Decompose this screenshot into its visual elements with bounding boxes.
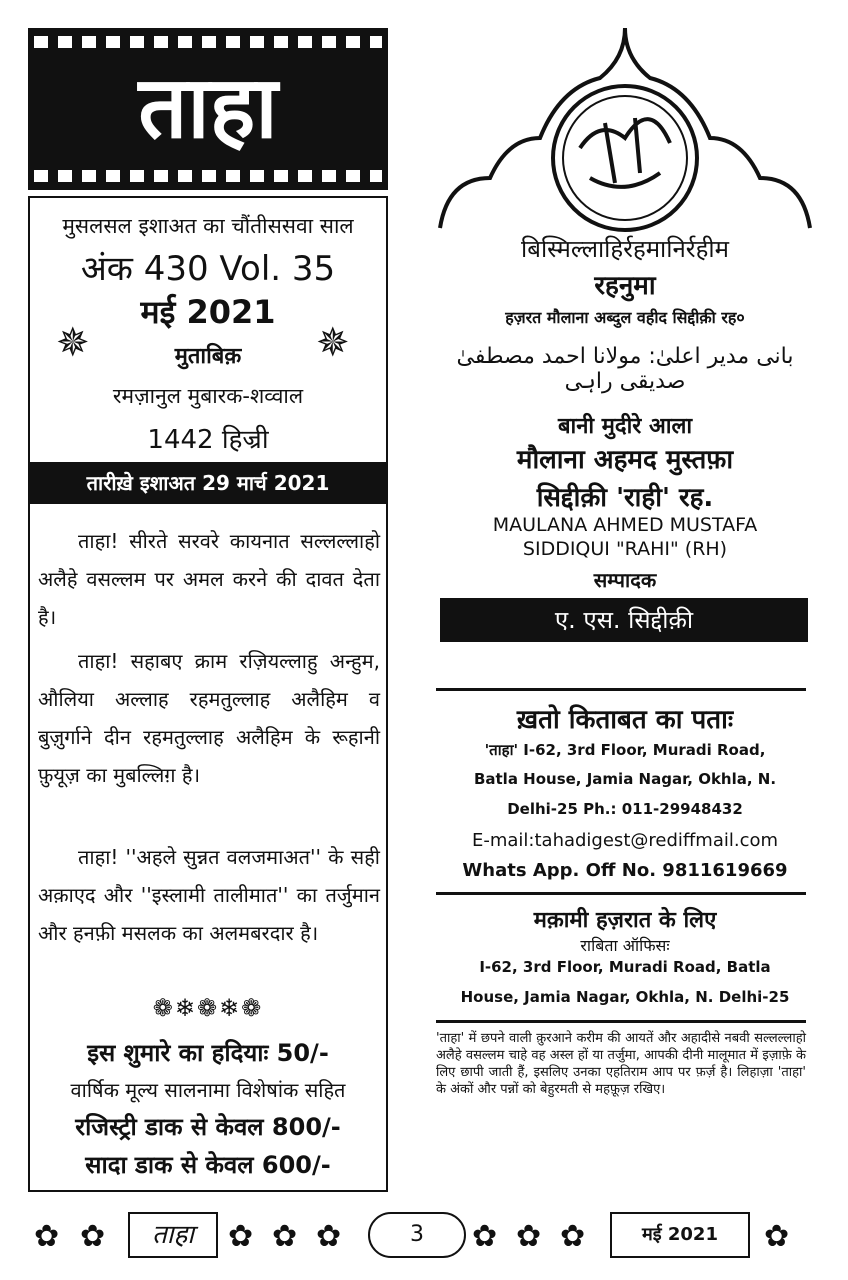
dome-frame (430, 28, 820, 240)
corresponding-label: मुताबिक़ (174, 344, 242, 369)
film-perforations-bottom (34, 170, 382, 182)
flower-icon: ✿ (560, 1219, 586, 1254)
contact-heading: ख़तो किताबत का पताः (516, 705, 734, 735)
registered-post-price: रजिस्ट्री डाक से केवल 800/- (75, 1113, 341, 1141)
local-address-1: I-62, 3rd Floor, Muradi Road, Batla (479, 958, 771, 976)
issue-month: मई 2021 (140, 293, 276, 331)
ordinary-post-price: सादा डाक से केवल 600/- (85, 1151, 331, 1179)
flower-icon: ✿ (316, 1219, 342, 1254)
flower-icon: ✿ (228, 1219, 254, 1254)
flower-icon: ✿ (516, 1219, 542, 1254)
founder-label: बानी मुदीरे आला (557, 414, 693, 439)
about-paragraph-1: ताहा! सीरते सरवरे कायनात सल्लल्लाहो अलैहे वसल्लम पर अमल करने की दावत देता है। (38, 529, 380, 629)
star-ornament-icon: ✵ (316, 320, 350, 366)
contact-whatsapp: Whats App. Off No. 9811619669 (462, 860, 788, 881)
calligraphy-seal-icon (553, 86, 697, 230)
respect-notice: 'ताहा' में छपने वाली क़ुरआने करीम की आयतें और अहादीसे नबवी सल्लल्लाहो अलैहे वसल्लम चाहे वह अस्ल हों या तर्जुमा, आपकी दीनी मालूमात में इज़ाफ़े के लिए छापी जाती हैं, इसलिए उनका एहतिराम आप पर फ़र्ज़ है। लिहाज़ा 'ताहा' के अंकों और पन्नों को बेहुरमती से महफ़ूज़ रखिए। (436, 1031, 806, 1097)
flower-icon: ✿ (472, 1219, 498, 1254)
bismillah: बिस्मिल्लाहिर्रहमानिर्रहीम (521, 235, 729, 263)
guide-name: हज़रत मौलाना अब्दुल वहीद सिद्दीक़ी रह० (505, 308, 745, 327)
flower-icon: ✿ (34, 1219, 60, 1254)
issue-number: अंक 430 Vol. 35 (80, 249, 336, 289)
dome-outline (440, 28, 810, 228)
divider (436, 892, 806, 895)
magazine-title: ताहा (138, 58, 278, 158)
editor-label: सम्पादक (593, 568, 657, 592)
footer-title: ताहा (128, 1212, 218, 1258)
founder-name-english-2: SIDDIQUI "RAHI" (RH) (522, 538, 728, 560)
contact-email[interactable]: E-mail:tahadigest@rediffmail.com (471, 830, 779, 851)
per-issue-price: इस शुमारे का हदियाः 50/- (87, 1039, 329, 1067)
masthead-filmstrip (28, 28, 388, 190)
page-number: 3 (368, 1212, 466, 1258)
star-ornament-icon: ✵ (56, 320, 90, 366)
hijri-months: रमज़ानुल मुबारक-शव्वाल (112, 384, 304, 408)
flower-icon: ✿ (764, 1219, 790, 1254)
about-paragraph-3: ताहा! ''अहले सुन्नत वलजमाअत'' के सही अक़ाएद और ''इस्लामी तालीमात'' का तर्जुमान और हनफ़ी मसलक का अलमबरदार है। (38, 845, 380, 945)
local-office-label: राबिता ऑफिसः (580, 936, 670, 955)
founder-name-hindi-2: सिद्दीक़ी 'राही' रह. (536, 483, 714, 513)
flower-icon: ✿ (272, 1219, 298, 1254)
publication-year-line: मुसलसल इशाअत का चौंतीससवा साल (62, 214, 354, 238)
annual-price-label: वार्षिक मूल्य सालनामा विशेषांक सहित (70, 1078, 346, 1102)
local-address-2: House, Jamia Nagar, Okhla, N. Delhi-25 (460, 988, 790, 1006)
divider (436, 688, 806, 691)
hijri-year: 1442 हिज्री (147, 425, 269, 455)
film-perforations-top (34, 36, 382, 48)
flower-ornament-icon: ❁❄❁❄❁ (152, 994, 264, 1022)
local-heading: मक़ामी हज़रात के लिए (533, 908, 717, 933)
divider (436, 1020, 806, 1023)
founder-name-english-1: MAULANA AHMED MUSTAFA (492, 514, 758, 536)
contact-address-2: Batla House, Jamia Nagar, Okhla, N. (473, 770, 777, 788)
about-paragraph-2: ताहा! सहाबए क्राम रज़ियल्लाहु अन्हुम, औलिया अल्लाह रहमतुल्लाह अलैहिम व बुज़ुर्गाने दीन रहमतुल्लाह अलैहिम के रूहानी फ़ुयूज़ का मुबल्लिग़ है। (38, 649, 380, 787)
footer-month: मई 2021 (610, 1212, 750, 1258)
guide-label: रहनुमा (594, 271, 656, 301)
flower-icon: ✿ (80, 1219, 106, 1254)
founder-name-hindi-1: मौलाना अहमद मुस्तफ़ा (516, 445, 734, 475)
contact-phone: Delhi-25 Ph.: 011-29948432 (507, 800, 743, 818)
urdu-founder-line: بانی مدیر اعلیٰ: مولانا احمد مصطفیٰ صدیقی راہی (456, 344, 794, 394)
contact-address-1: 'ताहा' I-62, 3rd Floor, Muradi Road, (484, 741, 766, 759)
publish-date-bar: तारीख़े इशाअत 29 मार्च 2021 (30, 462, 386, 504)
editor-name-bar: ए. एस. सिद्दीक़ी (440, 598, 808, 642)
